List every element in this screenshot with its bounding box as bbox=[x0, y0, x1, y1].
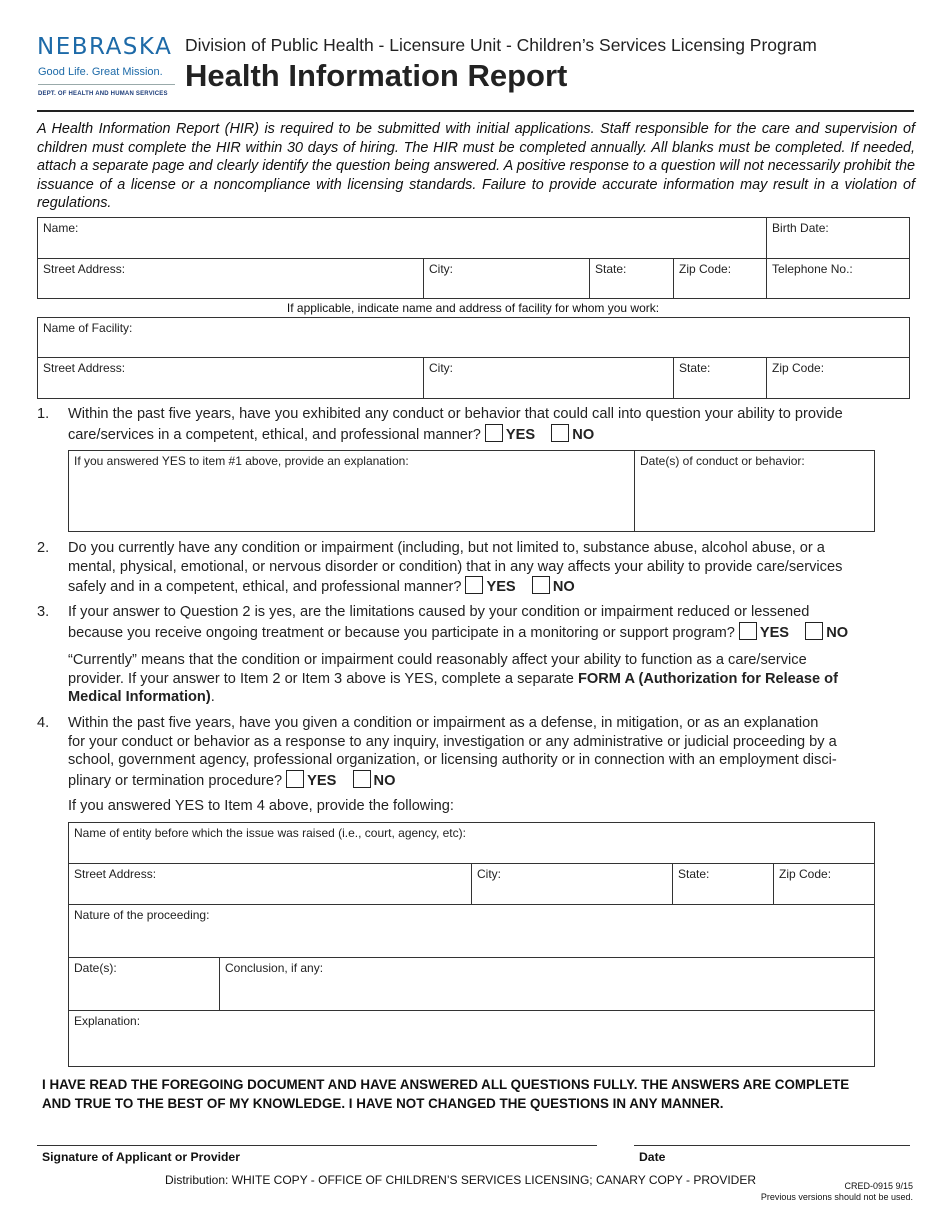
question-1-number: 1. bbox=[37, 406, 50, 422]
facility-zip-field[interactable] bbox=[767, 358, 910, 399]
form-id: CRED-0915 9/15 bbox=[844, 1181, 913, 1191]
q1-yes-checkbox[interactable] bbox=[485, 424, 503, 442]
intro-paragraph: A Health Information Report (HIR) is required to be submitted with initial applications. Staff responsible for the care and supervision of children must complete the HIR within 30 days of hiring. The HIR must be completed annually. All blanks must be completed. If needed, attach a separate page and clearly identify the question being answered. A positive response to a question will not necessarily prohibit the issuance of a license or a noncompliance with licensing standards. Failure to provide accurate information may result in a violation of regulations. bbox=[37, 121, 915, 211]
name-label: Name: bbox=[43, 221, 79, 235]
facility-note: If applicable, indicate name and address of facility for whom you work: bbox=[286, 301, 660, 315]
q4-yes-checkbox[interactable] bbox=[286, 770, 304, 788]
zip-field[interactable] bbox=[674, 259, 767, 299]
question-4-line4: plinary or termination procedure? bbox=[68, 772, 283, 789]
question-3-number: 3. bbox=[37, 604, 50, 620]
form-a-reference: FORM A (Authorization for Release of bbox=[577, 670, 838, 687]
facility-table bbox=[37, 317, 910, 399]
facility-city-field[interactable] bbox=[424, 358, 674, 399]
street-address-label: Street Address: bbox=[43, 262, 126, 276]
name-field[interactable] bbox=[38, 218, 767, 259]
logo-tagline: Good Life. Great Mission. bbox=[38, 66, 163, 78]
logo-dept: DEPT. OF HEALTH AND HUMAN SERVICES bbox=[38, 91, 168, 97]
facility-city-label: City: bbox=[429, 361, 453, 375]
facility-state-label: State: bbox=[679, 361, 711, 375]
definition-line2: provider. If your answer to Item 2 or Item 3 above is YES, complete a separate bbox=[68, 670, 574, 687]
nature-field[interactable] bbox=[69, 905, 875, 958]
telephone-label: Telephone No.: bbox=[772, 262, 853, 276]
q1-explanation-label: If you answered YES to item #1 above, provide an explanation: bbox=[74, 454, 409, 468]
entity-state-label: State: bbox=[678, 867, 710, 881]
nature-label: Nature of the proceeding: bbox=[74, 908, 210, 922]
division-subtitle: Division of Public Health - Licensure Unit - Children’s Services Licensing Program bbox=[185, 35, 817, 55]
explanation-field[interactable] bbox=[69, 1011, 875, 1067]
q3-yes-checkbox[interactable] bbox=[739, 622, 757, 640]
state-field[interactable] bbox=[590, 259, 674, 299]
q3-no-checkbox[interactable] bbox=[805, 622, 823, 640]
proceeding-dates-field[interactable] bbox=[69, 958, 220, 1011]
entity-field[interactable] bbox=[69, 823, 875, 864]
question-1-line1: Within the past five years, have you exhibited any conduct or behavior that could call into question your ability to provide bbox=[68, 406, 843, 422]
q2-yes-label: YES bbox=[486, 579, 516, 595]
previous-versions-note: Previous versions should not be used. bbox=[760, 1192, 913, 1202]
question-3-line1: If your answer to Question 2 is yes, are the limitations caused by your condition or impairment reduced or lessened bbox=[68, 604, 810, 620]
applicant-table bbox=[37, 217, 910, 299]
q4-no-checkbox[interactable] bbox=[353, 770, 371, 788]
facility-name-field[interactable] bbox=[38, 318, 910, 358]
entity-city-label: City: bbox=[477, 867, 501, 881]
question-1-line2: care/services in a competent, ethical, and professional manner? bbox=[68, 426, 481, 443]
facility-zip-label: Zip Code: bbox=[772, 361, 825, 375]
question-4-line2: for your conduct or behavior as a response to any inquiry, investigation or any administrative or judicial proceeding by a bbox=[68, 733, 837, 750]
facility-street-label: Street Address: bbox=[43, 361, 126, 375]
zip-label: Zip Code: bbox=[679, 262, 732, 276]
signature-label: Signature of Applicant or Provider bbox=[42, 1150, 240, 1164]
question-2-line2: mental, physical, emotional, or nervous disorder or condition) that in any way affects your ability to provide care/services bbox=[68, 558, 843, 575]
entity-zip-label: Zip Code: bbox=[779, 867, 832, 881]
conclusion-field[interactable] bbox=[220, 958, 875, 1011]
facility-street-field[interactable] bbox=[38, 358, 424, 399]
entity-label: Name of entity before which the issue was raised (i.e., court, agency, etc): bbox=[74, 826, 466, 840]
conclusion-label: Conclusion, if any: bbox=[225, 961, 324, 975]
question-4-line3: school, government agency, professional organization, or licensing authority or in connection with an employment disci- bbox=[68, 752, 837, 768]
q1-explanation-field[interactable] bbox=[69, 451, 635, 532]
certification-line2: AND TRUE TO THE BEST OF MY KNOWLEDGE. I HAVE NOT CHANGED THE QUESTIONS IN ANY MANNER. bbox=[42, 1096, 724, 1111]
city-label: City: bbox=[429, 262, 453, 276]
page-title: Health Information Report bbox=[185, 58, 568, 93]
entity-city-field[interactable] bbox=[472, 864, 673, 905]
question-4-line1: Within the past five years, have you given a condition or impairment as a defense, in mitigation, or as an explanation bbox=[68, 715, 819, 731]
explanation-label: Explanation: bbox=[74, 1014, 141, 1028]
q1-yes-label: YES bbox=[505, 426, 536, 443]
question-2-line1: Do you currently have any condition or impairment (including, but not limited to, substance abuse, alcohol abuse, or a bbox=[68, 540, 825, 556]
telephone-field[interactable] bbox=[767, 259, 910, 299]
q1-dates-label: Date(s) of conduct or behavior: bbox=[640, 454, 805, 468]
distribution-note: Distribution: WHITE COPY - OFFICE OF CHILDREN’S SERVICES LICENSING; CANARY COPY - PROVIDER bbox=[165, 1173, 757, 1187]
q2-no-label: NO bbox=[552, 579, 575, 595]
currently-definition bbox=[68, 651, 908, 707]
entity-state-field[interactable] bbox=[673, 864, 774, 905]
question-4-number: 4. bbox=[37, 715, 50, 731]
date-line[interactable] bbox=[634, 1145, 910, 1146]
definition-line1: “Currently” means that the condition or impairment could reasonably affect your ability to function as a care/service bbox=[68, 652, 807, 668]
q3-no-label: NO bbox=[826, 624, 849, 641]
nebraska-logo: NEBRASKA bbox=[37, 34, 173, 60]
q1-explanation-table bbox=[68, 450, 875, 532]
logo-divider bbox=[38, 84, 175, 85]
proceeding-dates-label: Date(s): bbox=[74, 961, 117, 975]
entity-street-label: Street Address: bbox=[74, 867, 157, 881]
q1-no-checkbox[interactable] bbox=[551, 424, 569, 442]
q4-no-label: NO bbox=[373, 772, 396, 789]
question-2-number: 2. bbox=[37, 540, 50, 556]
q2-yes-checkbox[interactable] bbox=[465, 576, 483, 594]
city-field[interactable] bbox=[424, 259, 590, 299]
q1-no-label: NO bbox=[572, 426, 595, 443]
q3-yes-label: YES bbox=[759, 624, 790, 641]
date-label: Date bbox=[639, 1150, 666, 1164]
q2-no-checkbox[interactable] bbox=[532, 576, 550, 594]
q4-followup: If you answered YES to Item 4 above, provide the following: bbox=[68, 798, 454, 814]
state-label: State: bbox=[595, 262, 627, 276]
form-a-reference-cont: Medical Information) bbox=[68, 689, 211, 705]
q4-yes-label: YES bbox=[307, 772, 337, 789]
birth-date-label: Birth Date: bbox=[772, 221, 829, 235]
header-rule bbox=[37, 110, 914, 112]
entity-street-field[interactable] bbox=[69, 864, 472, 905]
birth-date-field[interactable] bbox=[767, 218, 910, 259]
question-2-line3: safely and in a competent, ethical, and professional manner? bbox=[68, 579, 462, 595]
definition-end: . bbox=[210, 689, 215, 705]
facility-name-label: Name of Facility: bbox=[43, 321, 133, 335]
question-3-line2: because you receive ongoing treatment or because you participate in a monitoring or support program? bbox=[68, 624, 735, 641]
facility-state-field[interactable] bbox=[674, 358, 767, 399]
q4-details-table bbox=[68, 822, 875, 1067]
street-address-field[interactable] bbox=[38, 259, 424, 299]
certification-statement bbox=[42, 1075, 902, 1113]
certification-line1: I HAVE READ THE FOREGOING DOCUMENT AND HAVE ANSWERED ALL QUESTIONS FULLY. THE ANSWERS ARE COMPLETE bbox=[42, 1077, 850, 1092]
q1-dates-field[interactable] bbox=[635, 451, 875, 532]
entity-zip-field[interactable] bbox=[774, 864, 875, 905]
signature-line[interactable] bbox=[37, 1145, 597, 1146]
